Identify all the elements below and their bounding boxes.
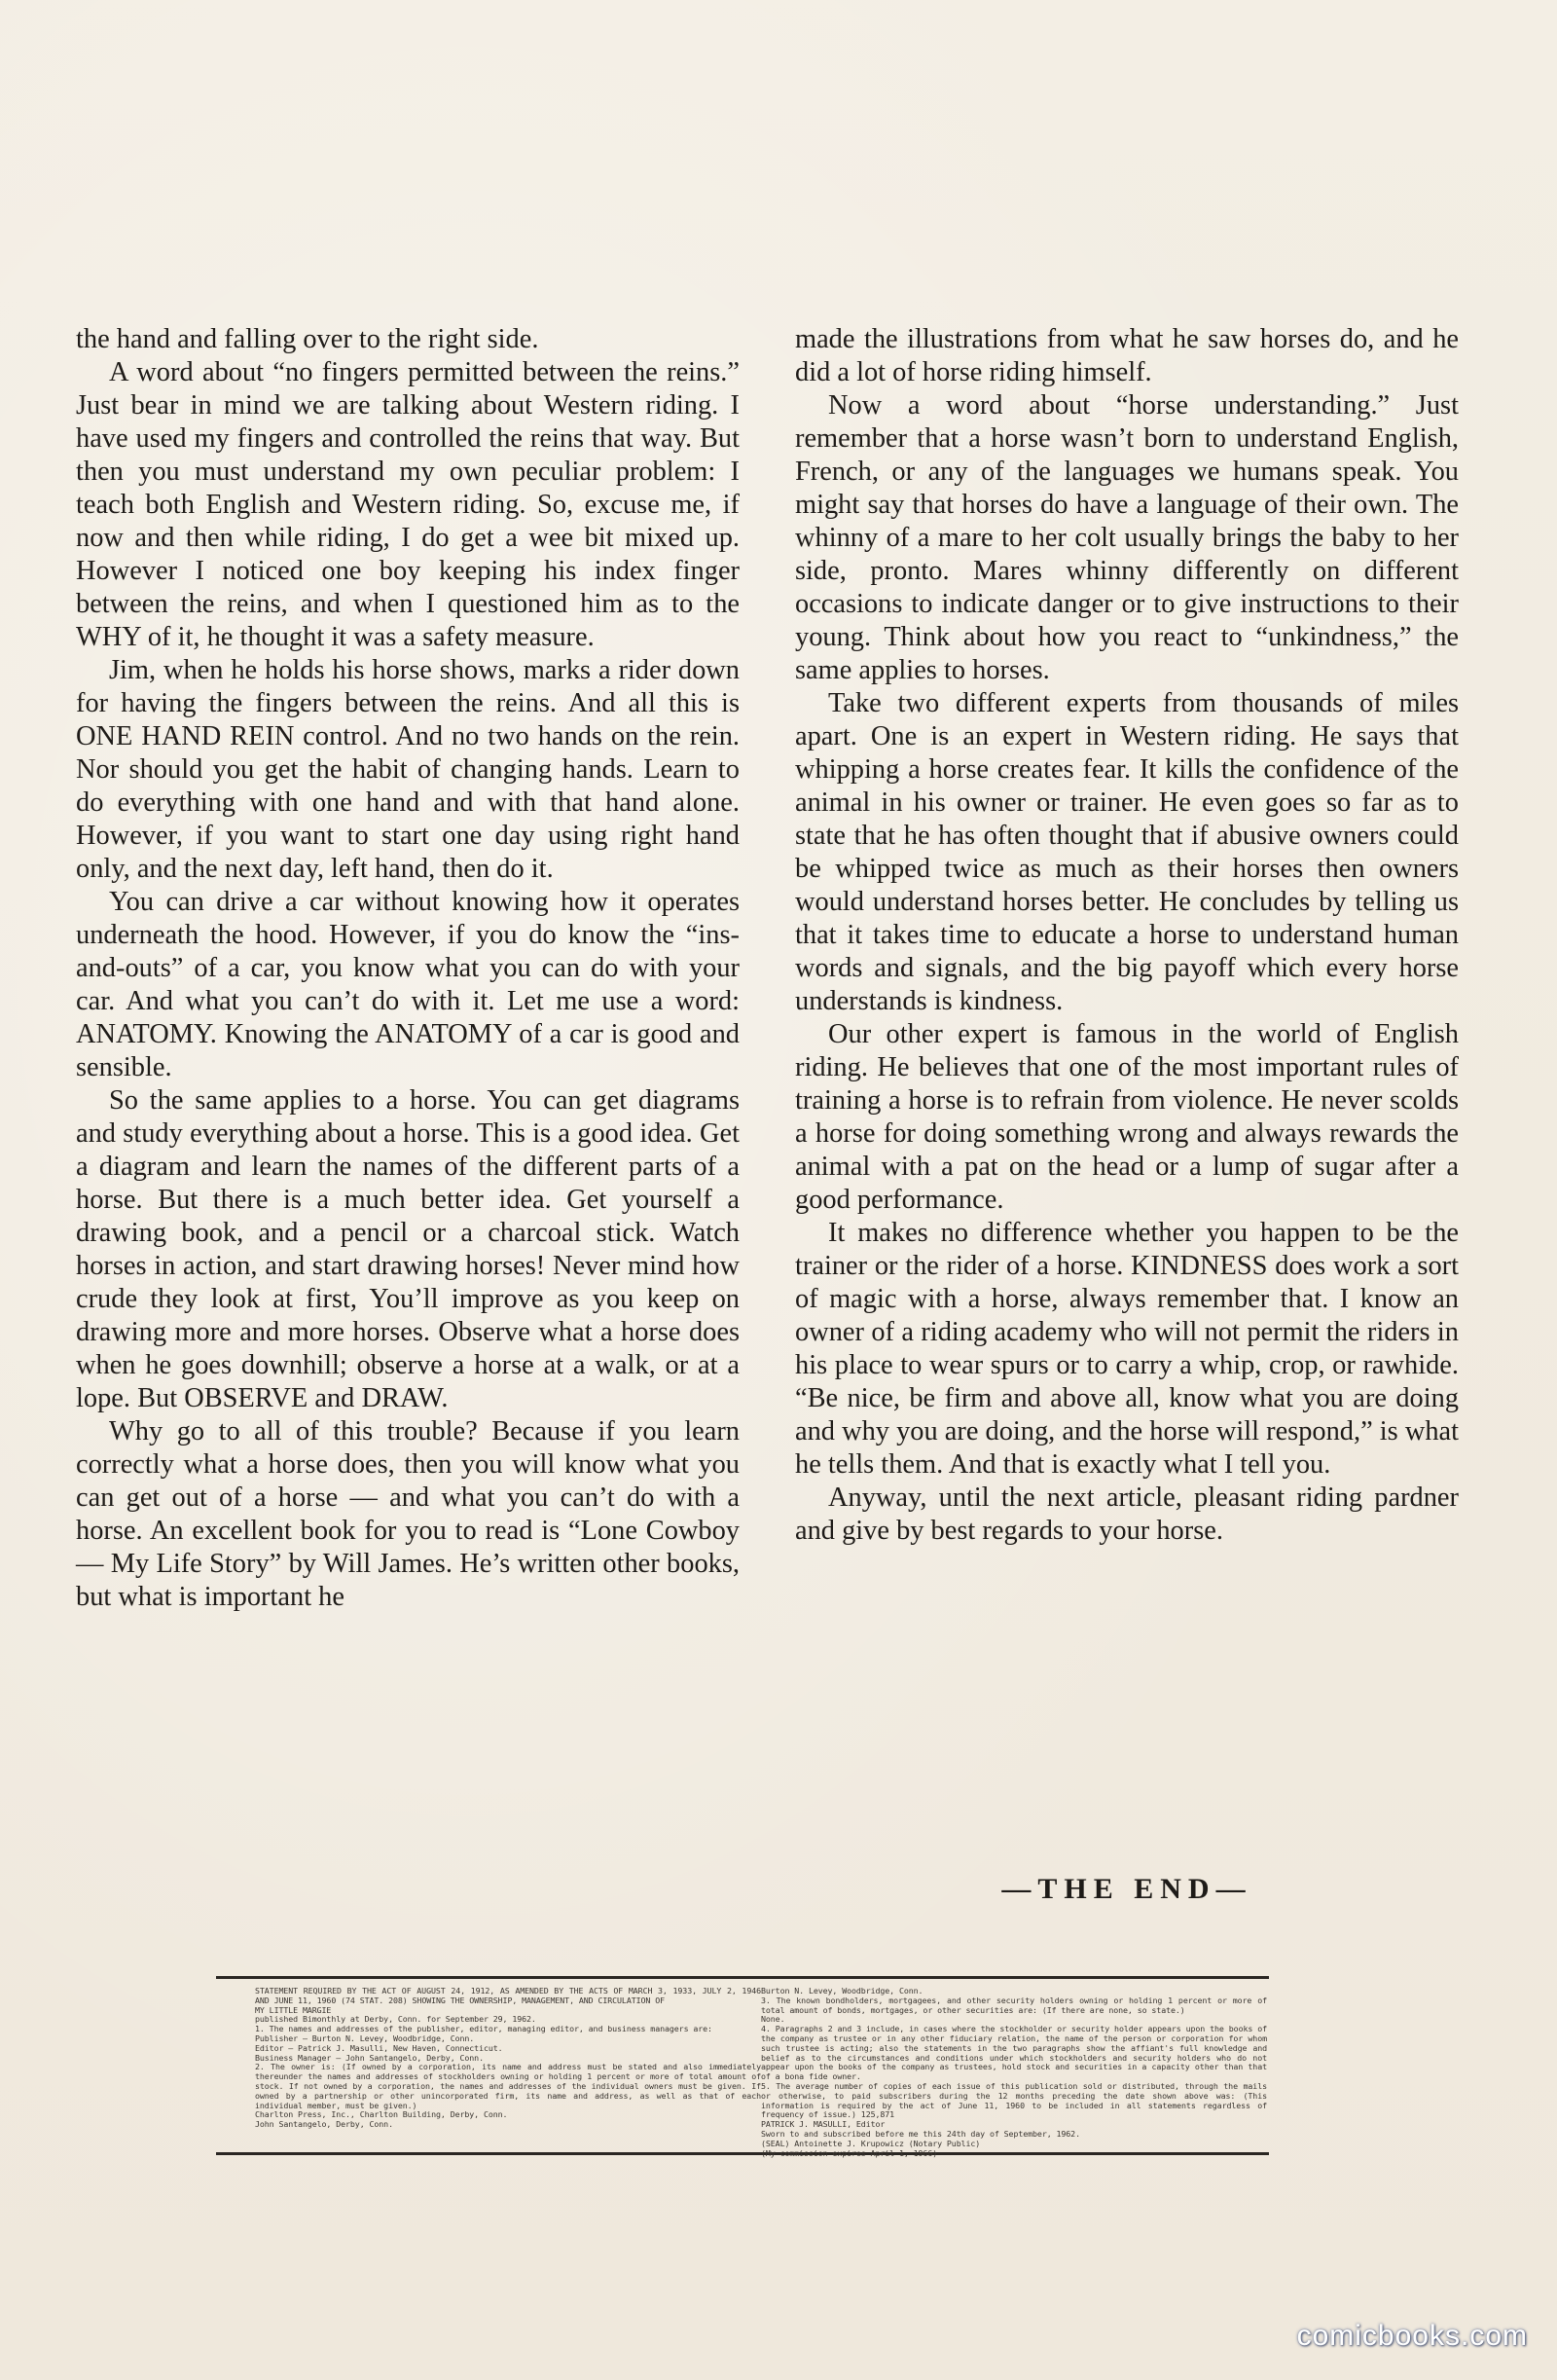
statement-line: STATEMENT REQUIRED BY THE ACT OF AUGUST 24, 1912, AS AMENDED BY THE ACTS OF MARCH 3, 1933, JULY 2, 1946 AND JUNE 11, 1960 (74 STAT. 208) SHOWING THE OWNERSHIP, MANAGEMENT, AND CIRCULATION OF bbox=[255, 1987, 761, 2005]
statement-line: Charlton Press, Inc., Charlton Building, Derby, Conn. bbox=[255, 2109, 508, 2120]
statement-line: (SEAL) Antoinette J. Krupowicz (Notary Public) bbox=[761, 2138, 981, 2148]
statement-line: Editor — Patrick J. Masulli, New Haven, Connecticut. bbox=[255, 2042, 503, 2053]
paragraph: Jim, when he holds his horse shows, marks a rider down for having the fingers between the reins. And all this is ONE HAND REIN control. And no two hands on the rein. Nor should you get the habit of changing hands. Learn to do everything with one hand and with that hand alone. However, if you want to start one day using right hand only, and the next day, left hand, then do it. bbox=[76, 655, 740, 884]
paragraph: Why go to all of this trouble? Because if you learn correctly what a horse does, then you will know what you can get out of a horse — and what you can’t do with a horse. An excellent book for you to read is “Lone Cowboy — My Life Story” by Will James. He’s written other books, but what is important he bbox=[76, 1416, 740, 1612]
statement-line: None. bbox=[761, 2014, 785, 2025]
statement-line: PATRICK J. MASULLI, Editor bbox=[761, 2119, 886, 2130]
ownership-statement-box bbox=[216, 1976, 1269, 2158]
paragraph: the hand and falling over to the right side. bbox=[76, 324, 539, 354]
statement-line: 5. The average number of copies of each issue of this publication sold or distributed, through the mails or otherwise, to paid subscribers during the 12 months preceding the date shown above was: (This information is required by the act of June 11, 1960 to be included in all statements regardless of frequency of issue.) 125,871 bbox=[761, 2080, 1267, 2120]
paragraph: Anyway, until the next article, pleasant riding pardner and give by best regards to your horse. bbox=[795, 1483, 1459, 1546]
statement-line: 2. The owner is: (If owned by a corporation, its name and address must be stated and also immediately thereunder the names and addresses of stockholders owning or holding 1 percent or more of total amount of stock. If not owned by a corporation, the names and addresses of the individual owners must be given. If owned by a partnership or other unincorporated firm, its name and address, as well as that of each individual member, must be given.) bbox=[255, 2062, 761, 2110]
paragraph: It makes no difference whether you happen to be the trainer or the rider of a horse. KINDNESS does work a sort of magic with a horse, always remember that. I know an owner of a riding academy who will not permit the riders in his place to wear spurs or to carry a whip, crop, or rawhide. “Be nice, be firm and above all, know what you are doing and why you are doing, and the horse will respond,” is what he tells them. And that is exactly what I tell you. bbox=[795, 1218, 1460, 1480]
statement-line: Publisher — Burton N. Levey, Woodbridge, Conn. bbox=[255, 2032, 475, 2043]
paragraph: Our other expert is famous in the world of English riding. He believes that one of the most important rules of training a horse is to refrain from violence. He never scolds a horse for doing something wrong and always rewards the animal with a pat on the head or a lump of sugar after a good performance. bbox=[795, 1019, 1459, 1215]
statement-line: (My commission expires April 1, 1966) bbox=[761, 2147, 938, 2158]
article-right-column bbox=[795, 323, 1459, 1548]
paragraph: Now a word about “horse understanding.” Just remember that a horse wasn’t born to understand English, French, or any of the languages we humans speak. You might say that horses do have a language of their own. The whinny of a mare to her colt usually brings the baby to her side, pronto. Mares whinny differently on different occasions to indicate danger or to give instructions to their young. Think about how you react to “unkindness,” the same applies to horses. bbox=[795, 390, 1459, 685]
statement-line: MY LITTLE MARGIE bbox=[255, 2004, 332, 2015]
paragraph: made the illustrations from what he saw horses do, and he did a lot of horse riding himself. bbox=[795, 324, 1459, 387]
statement-line: Sworn to and subscribed before me this 24th day of September, 1962. bbox=[761, 2128, 1080, 2139]
article-left-column bbox=[76, 323, 740, 1614]
statement-line: Business Manager — John Santangelo, Derby, Conn. bbox=[255, 2052, 484, 2063]
site-watermark: comicbooks.com bbox=[1296, 2320, 1528, 2352]
statement-line: published Bimonthly at Derby, Conn. for September 29, 1962. bbox=[255, 2014, 536, 2025]
paragraph: Take two different experts from thousands of miles apart. One is an expert in Western riding. He says that whipping a horse creates fear. It kills the confidence of the animal in his owner or trainer. He even goes so far as to state that he has often thought that if abusive owners could be whipped twice as much as their horses then owners would understand horses better. He concludes by telling us that it takes time to educate a horse to understand human words and signals, and the big payoff which every horse understands is kindness. bbox=[795, 688, 1459, 1016]
statement-line: Burton N. Levey, Woodbridge, Conn. bbox=[761, 1987, 923, 1996]
the-end-mark: —THE END— bbox=[1001, 1873, 1252, 1905]
paragraph: So the same applies to a horse. You can get diagrams and study everything about a horse. This is a good idea. Get a diagram and learn the names of the different parts of a horse. But there is a much better idea. Get yourself a drawing book, and a pencil or a charcoal stick. Watch horses in action, and start drawing horses! Never mind how crude they look at first, You’ll improve as you keep on drawing more and more horses. Observe what a horse does when he goes downhill; observe a horse at a walk, or at a lope. But OBSERVE and DRAW. bbox=[76, 1085, 740, 1413]
statement-line: 1. The names and addresses of the publisher, editor, managing editor, and business managers are: bbox=[255, 2024, 712, 2034]
statement-line: John Santangelo, Derby, Conn. bbox=[255, 2119, 393, 2130]
statement-line: 4. Paragraphs 2 and 3 include, in cases where the stockholder or security holder appears upon the books of the company as trustee or in any other fiduciary relation, the name of the person or corporation for whom such trustee is acting; also the statements in the two paragraphs show the affiant's full knowledge and belief as to the circumstances and conditions under which stockholders and security holders who do not appear upon the books of the company as trustees, hold stock and securities in a capacity other than that of a bona fide owner. bbox=[761, 2024, 1267, 2082]
paragraph: You can drive a car without knowing how it operates underneath the hood. However, if you do know the “ins-and-outs” of a car, you know what you can do with your car. And what you can’t do with it. Let me use a word: ANATOMY. Knowing the ANATOMY of a car is good and sensible. bbox=[76, 887, 740, 1082]
statement-right-column bbox=[761, 1987, 1267, 2158]
statement-line: 3. The known bondholders, mortgagees, and other security holders owning or holding 1 percent or more of total amount of bonds, mortgages, or other securities are: (If there are none, so state.) bbox=[761, 1995, 1267, 2015]
statement-left-column bbox=[255, 1987, 761, 2130]
paragraph: A word about “no fingers permitted between the reins.” Just bear in mind we are talking about Western riding. I have used my fingers and controlled the reins that way. But then you must understand my own peculiar problem: I teach both English and Western riding. So, excuse me, if now and then while riding, I do get a wee bit mixed up. However I noticed one boy keeping his index finger between the reins, and when I questioned him as to the WHY of it, he thought it was a safety measure. bbox=[76, 357, 740, 652]
